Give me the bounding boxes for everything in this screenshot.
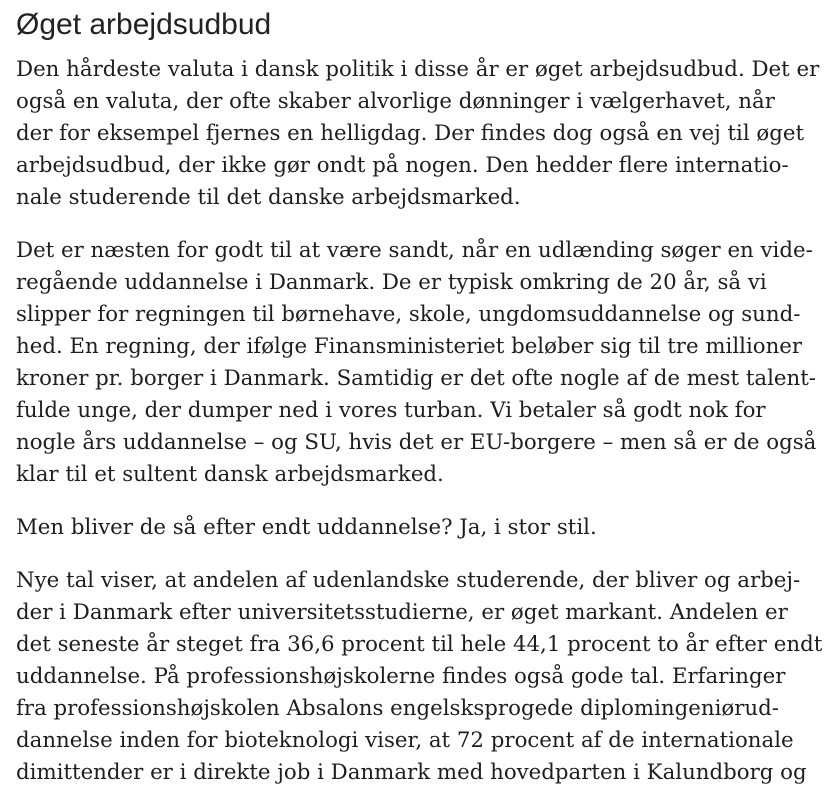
paragraph-line: arbejdsudbud, der ikke gør ondt på nogen. Den hedder flere internatio- <box>16 153 789 178</box>
paragraph-line: også en valuta, der ofte skaber alvorlige dønninger i vælgerhavet, når <box>16 89 775 114</box>
paragraph-line: Den hårdeste valuta i dansk politik i disse år er øget arbejdsudbud. Det er <box>16 57 820 82</box>
paragraph-line: dannelse inden for bioteknologi viser, at 72 procent af de internationale <box>16 728 794 753</box>
paragraph-line: regående uddannelse i Danmark. De er typisk omkring de 20 år, så vi <box>16 270 767 295</box>
paragraph-3 <box>16 512 828 544</box>
paragraph-line: det seneste år steget fra 36,6 procent til hele 44,1 procent to år efter endt <box>16 632 823 657</box>
paragraph-2 <box>16 235 828 491</box>
paragraph-line: hed. En regning, der ifølge Finansministeriet beløber sig til tre millioner <box>16 334 803 359</box>
paragraph-line: dimittender er i direkte job i Danmark med hovedparten i Kalundborg og <box>16 760 807 785</box>
article-body <box>16 0 828 810</box>
paragraph-line: nogle års uddannelse – og SU, hvis det er EU-borgere – men så er de også <box>16 430 817 455</box>
paragraph-4 <box>16 565 828 789</box>
section-heading: Øget arbejdsudbud <box>16 8 272 41</box>
paragraph-line: slipper for regningen til børnehave, skole, ungdomsuddannelse og sund- <box>16 302 801 327</box>
paragraph-line: Nye tal viser, at andelen af udenlandske studerende, der bliver og arbej- <box>16 568 801 593</box>
paragraph-line: fra professionshøjskolen Absalons engelsksprogede diplomingeniørud- <box>16 696 779 721</box>
paragraph-line: uddannelse. På professionshøjskolerne findes også gode tal. Erfaringer <box>16 664 786 689</box>
paragraph-line: Men bliver de så efter endt uddannelse? Ja, i stor stil. <box>16 515 597 540</box>
paragraph-1 <box>16 54 828 214</box>
paragraph-line: fulde unge, der dumper ned i vores turban. Vi betaler så godt nok for <box>16 398 766 423</box>
paragraph-line: klar til et sultent dansk arbejdsmarked. <box>16 462 444 487</box>
paragraph-line: der for eksempel fjernes en helligdag. Der findes dog også en vej til øget <box>16 121 805 146</box>
paragraph-line: der i Danmark efter universitetsstudierne, er øget markant. Andelen er <box>16 600 788 625</box>
paragraph-line: kroner pr. borger i Danmark. Samtidig er det ofte nogle af de mest talent- <box>16 366 816 391</box>
paragraph-line: nale studerende til det danske arbejdsmarked. <box>16 185 521 210</box>
paragraph-line: Det er næsten for godt til at være sandt, når en udlænding søger en vide- <box>16 238 813 263</box>
